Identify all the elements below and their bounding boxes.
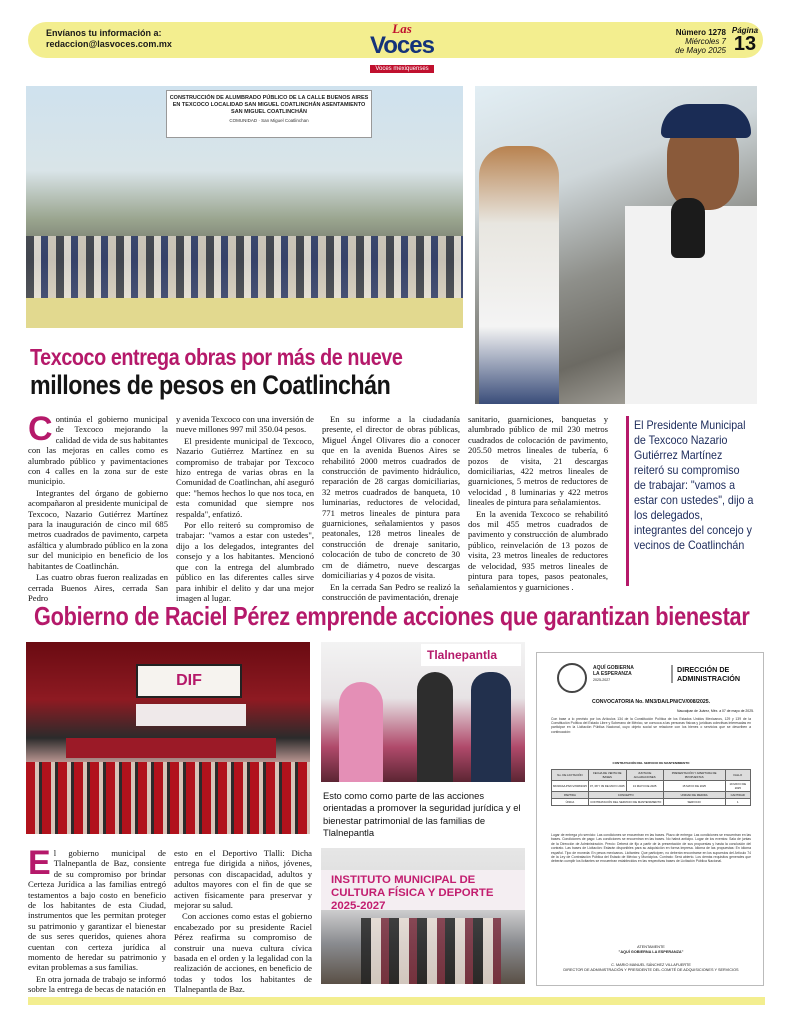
- table-cell: FALLO: [725, 770, 750, 781]
- convocatoria-intro: Con base a lo previsto por los Artículos 134 de la Constitución Política de los Estados Unidos Mexicanos, 129 y 139 de la Constitución Política del Estado Libre y Soberano de México, se convoca a las personas físicas y jurídicas colectivas interesadas en participar en la Licitación Pública Nacional, cuyo objeto social se relacione con los bienes o servicios que se describen a continuación:: [551, 717, 751, 734]
- paragraph: Las cuatro obras fueron realizadas en cerrada Buenos Aires, cerrada San Pedro: [28, 572, 168, 603]
- article-1-column-2: [176, 414, 314, 603]
- table-caption: CONTRATACIÓN DEL SERVICIO DE MANTENIMIENTO: [612, 761, 690, 765]
- issue-date-2: de Mayo 2025: [675, 46, 726, 55]
- theater-event-photo: [26, 642, 310, 834]
- headline-2: Gobierno de Raciel Pérez emprende acciones que garantizan bienestar: [34, 601, 750, 631]
- org-line-1: AQUÍ GOBIERNA: [593, 665, 634, 671]
- table-header-row: [552, 792, 751, 799]
- dif-screen: [136, 664, 242, 698]
- sig-line-3: C. MARIO MANUEL SÁNCHEZ VILLAFUERTE: [611, 963, 691, 967]
- paragraph: En la cerrada San Pedro se realizó la construcción de pavimentación, drenaje: [322, 581, 460, 602]
- sig-line-2: "AQUÍ GOBIERNA LA ESPERANZA": [618, 950, 684, 954]
- convocatoria-notice: [536, 652, 764, 986]
- contact-info: [46, 28, 172, 50]
- table-cell: UNIDAD DE MEDIDA: [663, 792, 725, 799]
- page-label: Página: [731, 26, 759, 35]
- headline-1-line-1: Texcoco entrega obras por más de nueve: [30, 344, 403, 370]
- paragraph: sanitario, guarniciones, banquetas y alumbrado público de mil 230 metros cuadrados de colocación de pavimento, 205.50 metros lineales de tubería, 6 pozos de visita, 21 descargas domiciliarias, 422 metros lineales de guarniciones, 5 metros de reductores de velocidad , 8 luminarias y 422 metros lineales de pintura para señalamientos.: [468, 414, 608, 508]
- crowd: [26, 236, 463, 306]
- paragraph: El presidente municipal de Texcoco, Nazario Gutiérrez Martínez en su compromiso de trabajar por Texcoco hizo entrega de varias obras en la Comunidad de Coatlinchan, ahí aseguró que: "hemos hechos lo que nos toca, en esta comunidad que siempre nos respalda", enfatizó.: [176, 435, 314, 519]
- table-cell: PARTIDA: [552, 792, 589, 799]
- table-cell: JUNTA DE ACLARACIONES: [626, 770, 663, 781]
- logo-las: Las: [392, 21, 412, 36]
- institute-banner-text: INSTITUTO MUNICIPAL DE CULTURA FÍSICA Y DEPORTE 2025-2027: [331, 874, 494, 912]
- audience-seats: [26, 762, 310, 834]
- logo-voces: Voces: [370, 32, 434, 59]
- table-cell: ÚNICA: [552, 799, 589, 806]
- dept-line-1: DIRECCIÓN DE: [677, 665, 730, 674]
- table-cell: CANTIDAD: [725, 792, 750, 799]
- person-figure: [339, 682, 383, 782]
- paragraph: En la avenida Texcoco se rehabilitó dos mil 455 metros cuadrados de pavimento y construcción de alumbrado público, reinvelación de 13 pozos de visita, 23 metros lineales de reductores de velocidad, 935 metros lineales de pintura para topes, pasos peatonales, señalamientos y guarniciones .: [468, 508, 608, 592]
- article-2-column-2: [174, 848, 312, 995]
- headline-1-line-2: millones de pesos en Coatlinchán: [30, 370, 391, 400]
- municipal-seal-icon: [557, 663, 587, 693]
- woman-figure: [479, 146, 559, 404]
- table-cell: 19 MAYO DE 2025: [725, 781, 750, 792]
- people-group: [361, 918, 501, 984]
- article-2-column-1: [28, 844, 166, 995]
- paragraph: Por ello reiteró su compromiso de trabajar: "vamos a estar con ustedes", dijo a los delegados, integrantes del consejo y a los habitantes. Mencionó que con la entrega del alumbrado público en las diferentes calles sirve para inhibir el delito y dar una mejor imagen al lugar.: [176, 520, 314, 603]
- document-delivery-photo: [321, 642, 525, 782]
- issue-info: [666, 28, 726, 55]
- mayor-speaking-photo: [475, 86, 757, 404]
- banner-text: CONSTRUCCIÓN DE ALUMBRADO PÚBLICO DE LA CALLE BUENOS AIRES EN TEXCOCO LOCALIDAD SAN MIGUEL COATLINCHÁN ASENTAMIENTO SAN MIGUEL COATLINCHÁN: [169, 95, 369, 115]
- table-cell: CONCEPTO: [588, 792, 663, 799]
- pull-quote: El Presidente Municipal de Texcoco Nazario Gutiérrez Martínez reiteró su compromiso de trabajar: "vamos a estar con ustedes", dijo a los delegados, integrantes del concejo y vecinos de Coatlinchán: [634, 419, 754, 552]
- dif-logo-text: DIF: [176, 672, 202, 689]
- signature-block: [537, 945, 765, 973]
- table-cell: 15 MAYO DE 2025: [663, 781, 725, 792]
- org-name: [593, 665, 634, 683]
- paragraph: ontinúa el gobierno municipal de Texcoco mejorando la calidad de vida de sus habitantes con las mejoras en calles como es alumbrado público y pavimentaciones con 4 calles en la zona sur de este municipio.: [28, 414, 168, 487]
- dropcap: C: [28, 410, 53, 448]
- bidding-table: [551, 769, 751, 806]
- org-line-2: LA ESPERANZA: [593, 671, 632, 677]
- issue-number: Número 1278: [675, 28, 726, 37]
- tlalnepantla-sign: Tlalnepantla: [421, 644, 521, 666]
- paragraph: Integrantes del órgano de gobierno acompañaron al presidente municipal de Texcoco, Nazario Gutiérrez Martínez para la inauguración de cinco mil 685 metros cuadrados de pavimento, carpeta asfáltica y alumbrado público en la zona sur del municipio en beneficio de los habitantes de Coatlinchán.: [28, 487, 168, 571]
- table-header-row: [552, 770, 751, 781]
- sig-line-4: DIRECTOR DE ADMINISTRACIÓN Y PRESIDENTE DEL COMITÉ DE ADQUISICIONES Y SERVICIOS: [563, 968, 739, 972]
- las-voces-logo: [350, 21, 454, 72]
- table-row: [552, 781, 751, 792]
- org-years: 2025-2027: [593, 678, 611, 682]
- street: [26, 298, 463, 328]
- table-cell: CONTRATACIÓN DEL SERVICIO DE MANTENIMIENTO: [590, 800, 662, 804]
- photo-caption: Esto como como parte de las acciones orientadas a promover la seguridad jurídica y el bienestar patrimonial de las familias de Tlalnepantla: [323, 790, 521, 839]
- table-cell: 07, 08 Y 09 DE MAYO 2025: [588, 781, 626, 792]
- convocatoria-date: Naucalpan de Juárez, Méx. a 07 de mayo de 2025.: [677, 709, 754, 713]
- dept-line-2: ADMINISTRACIÓN: [677, 674, 741, 683]
- convocatoria-title: CONVOCATORIA No. MN3/DA/LPN/CV/008/2025.: [591, 699, 711, 705]
- institute-banner: [321, 870, 525, 910]
- banner-subtext: COMUNIDAD · San Miguel Coatlinchan: [229, 118, 309, 123]
- sig-line-1: ATENTAMENTE: [637, 945, 665, 949]
- stage: [66, 738, 276, 758]
- table-cell: SERVICIO: [663, 799, 725, 806]
- person-figure: [417, 672, 453, 782]
- table-row: [552, 799, 751, 806]
- paragraph: En su informe a la ciudadanía presente, el director de obras públicas, Miguel Ángel Olivares dio a conocer que en la avenida Buenos Aires se rehabilitó 2000 metros cuadrados de construcción de pavimento hidráulico, reparación de 28 cargas domiciliarias, 32 metros cuadrados de banqueta, 10 luminarias, reductores de velocidad, 771 metros lineales de pintura para guarniciones, señalamientos y pasos peatonales, 128 metros lineales de construcción de drenaje sanitario, colocación de tubo de concreto de 30 cm de diámetro, nueve descargas domiciliarias y 4 pozos de visita.: [322, 414, 460, 581]
- paragraph: En otra jornada de trabajo se informó sobre la entrega de becas de natación en: [28, 973, 166, 995]
- paragraph: esto en el Deportivo Tlalli: Dicha entrega fue dirigida a niños, jóvenes, personas con discapacidad, adultos y adultos mayores con el fin de que se activen físicamente para preservar y mejorar su salud.: [174, 848, 312, 911]
- ribbon-cutting-photo: [26, 86, 463, 328]
- microphone-icon: [671, 198, 705, 258]
- table-cell: No. DE LICITACIÓN: [552, 770, 589, 781]
- mayor-cap: [661, 104, 751, 138]
- convocatoria-details: Lugar de entrega y/o servicio: Las condiciones se encuentran en las bases. Plazo de entrega: Las condiciones se encuentran en las bases. Condiciones de pago: Las condiciones se encuentran en las bases. No habrá anticipo. Lugar de los eventos: Sala de juntas de la Dirección de Administración. Precio: Deberá de fijo a partir de la presentación de sus propuestas y hasta la conclusión del contrato. Las bases de Licitación: Estarán disponibles para su adquisición en forma impresa. Idioma de las propuestas: En idioma español. Tipo de moneda: En pesos mexicanos. Licitantes: Que participen, no deberán encontrarse en los supuestos del Artículo 74 de la Ley de Contratación Pública del Estado de México y Municipios. Contrato: Será abierto. Los demás requisitos generales que deberán cumplir los licitantes se encuentran establecidos en las respectivas bases de Licitación Pública Nacional.: [551, 833, 751, 864]
- table-cell: FECHA DE VENTA DE BASES: [588, 770, 626, 781]
- page-number-box: [728, 26, 762, 53]
- contact-line-1: Envíanos tu información a:: [46, 28, 162, 38]
- article-1-column-4: [468, 414, 608, 594]
- contact-email[interactable]: redaccion@lasvoces.com.mx: [46, 39, 172, 49]
- paragraph: y avenida Texcoco con una inversión de nueve millones 997 mil 350.04 pesos.: [176, 414, 314, 435]
- department-name: [677, 665, 740, 683]
- issue-date-1: Miércoles 7: [685, 37, 726, 46]
- footer-bar: [28, 997, 765, 1005]
- table-cell: PRESENTACIÓN Y APERTURA DE PROPUESTAS: [663, 770, 725, 781]
- inauguration-banner: [166, 90, 372, 138]
- article-1-column-3: [322, 414, 460, 602]
- article-1-column-1: [28, 410, 168, 603]
- table-cell: 1: [725, 799, 750, 806]
- table-cell: 13 MAYO DE 2025: [626, 781, 663, 792]
- page-number: 13: [733, 33, 757, 55]
- stage-banner: [136, 704, 246, 726]
- table-cell: MN3/DA/LPN/CV/008/2025: [552, 781, 589, 792]
- dropcap: E: [28, 844, 51, 882]
- paragraph: l gobierno municipal de Tlalnepantla de Baz, consiente de su compromiso por brindar Certeza Jurídica a las familias entregó testamentos a bajo costo en beneficio de los habitantes de esta Ciudad, instrumentos que les permitan proteger su patrimonio y garantizar el bienestar de sus seres queridos, quienes ahora cuentan con certeza jurídica al momento de heredar su patrimonio y evitan problemas a sus familias.: [28, 848, 166, 973]
- person-figure: [471, 672, 511, 782]
- paragraph: Con acciones como estas el gobierno encabezado por su presidente Raciel Pérez reafirma su compromiso de construir una nueva cultura cívica basada en el orden y la legalidad con la realización de acciones, en beneficio de todas y todos los habitantes de Tlalnepantla de Baz.: [174, 911, 312, 995]
- sports-institute-photo: [321, 848, 525, 984]
- logo-tagline: Voces mexiquenses: [370, 65, 433, 73]
- pull-quote-bar: [626, 416, 629, 586]
